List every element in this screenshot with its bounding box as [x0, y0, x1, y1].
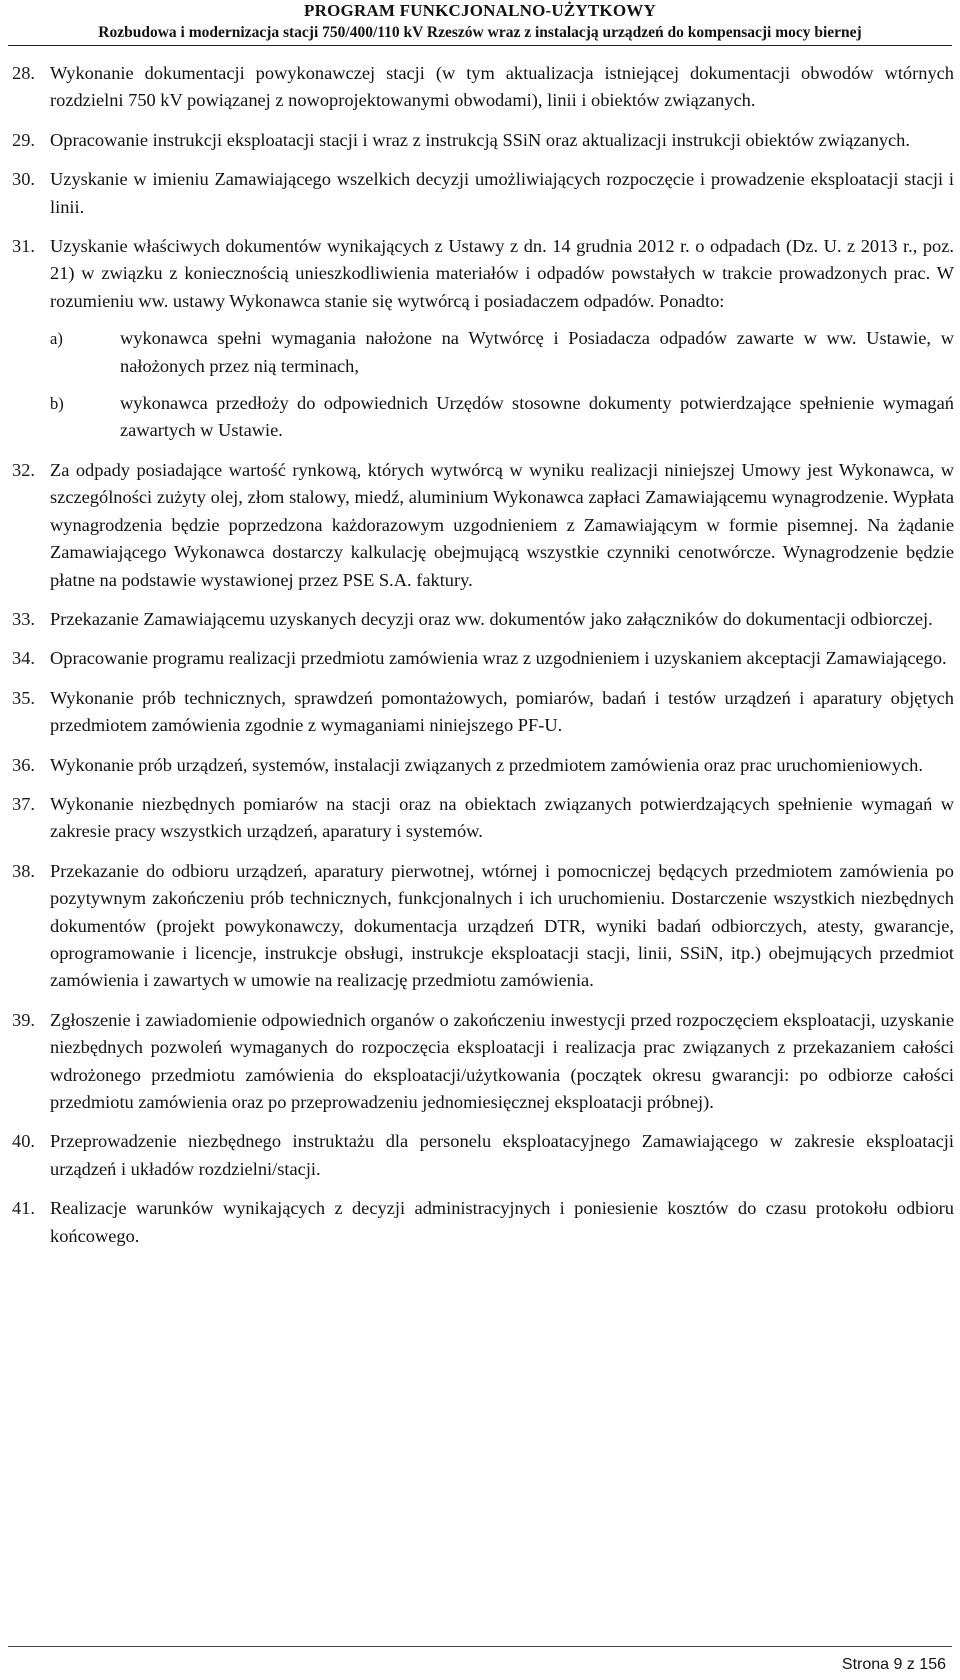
item-text: Za odpady posiadające wartość rynkową, których wytwórcą w wyniku realizacji niniejszej Umowy jest Wykonawca, w szczególności zużyty olej, złom stalowy, miedź, aluminium Wykonawca zapłaci Zamawiającemu wynagrodzenie. Wypłata wynagrodzenia będzie poprzedzona każdorazowym uzgodnieniem z Zamawiającym w formie pisemnej. Na żądanie Zamawiającego Wykonawca dostarczy kalkulację obejmującą wszystkie czynniki cenotwórcze. Wynagrodzenie będzie płatne na podstawie wystawionej przez PSE S.A. faktury. — [50, 459, 954, 590]
item-text: Uzyskanie właściwych dokumentów wynikających z Ustawy z dn. 14 grudnia 2012 r. o odpadach (Dz. U. z 2013 r., poz. 21) w związku z koniecznością unieszkodliwienia materiałów i odpadów powstałych w trakcie prowadzonych prac. W rozumieniu ww. ustawy Wykonawca stanie się wytwórcą i posiadaczem odpadów. Ponadto: — [50, 236, 954, 311]
list-item — [12, 233, 958, 445]
item-text: Opracowanie instrukcji eksploatacji stacji i wraz z instrukcją SSiN oraz aktualizacji instrukcji obiektów związanych. — [50, 129, 910, 150]
item-number: 30. — [12, 169, 35, 190]
item-number: 28. — [12, 63, 35, 83]
item-text: Uzyskanie w imieniu Zamawiającego wszelkich decyzji umożliwiających rozpoczęcie i prowadzenie eksploatacji stacji i linii. — [50, 169, 954, 217]
item-text: Opracowanie programu realizacji przedmiotu zamówienia wraz z uzgodnieniem i uzyskaniem akceptacji Zamawiającego. — [50, 648, 947, 669]
item-number: 35. — [12, 687, 35, 708]
item-text: Przekazanie do odbioru urządzeń, aparatury pierwotnej, wtórnej i pomocniczej będących przedmiotem zamówienia po pozytywnym zakończeniu prób technicznych, funkcjonalnych i ich uruchomieniu. Dostarczenie wszystkich niezbędnych dokumentów (projekt powykonawczy, dokumentacja urządzeń DTR, wyniki badań odbiorczych, atesty, gwarancje, oprogramowanie i licencje, instrukcje obsługi, instrukcje eksploatacji stacji, linii, SSiN, itp.) obejmujących przedmiot zamówienia i zawartych w umowie na realizację przedmiotu zamówienia. — [50, 860, 954, 991]
page-number: Strona 9 z 156 — [841, 1656, 946, 1673]
header-divider — [8, 45, 952, 46]
item-number: 32. — [12, 459, 35, 480]
item-text: Wykonanie prób technicznych, sprawdzeń pomontażowych, pomiarów, badań i testów urządzeń i aparatury objętych przedmiotem zamówienia zgodnie z wymaganiami niniejszego PF-U. — [50, 687, 954, 736]
list-item — [12, 858, 958, 995]
item-number: 34. — [12, 648, 35, 669]
item-text: Realizacje warunków wynikających z decyzji administracyjnych i poniesienie kosztów do czasu protokołu odbioru końcowego. — [50, 1198, 954, 1246]
sub-item-letter: a) — [50, 329, 63, 349]
list-item — [12, 606, 958, 633]
item-number: 41. — [12, 1198, 35, 1219]
list-item — [12, 645, 958, 672]
list-item — [12, 1007, 958, 1117]
list-item — [12, 1195, 958, 1250]
list-item — [12, 685, 958, 740]
list-item — [12, 752, 958, 779]
sub-item-text: wykonawca spełni wymagania nałożone na Wytwórcę i Posiadacza odpadów zawarte w ww. Ustawie, w nałożonych przez nią terminach, — [120, 328, 954, 376]
item-number: 36. — [12, 754, 35, 775]
item-number: 39. — [12, 1009, 35, 1030]
sub-item-letter: b) — [50, 394, 64, 414]
item-text: Przekazanie Zamawiającemu uzyskanych decyzji oraz ww. dokumentów jako załączników do dokumentacji odbiorczej. — [50, 608, 933, 629]
page-header — [0, 0, 960, 48]
item-text: Wykonanie dokumentacji powykonawczej stacji (w tym aktualizacja istniejącej dokumentacji obwodów wtórnych rozdzielni 750 kV powiązanej z nowoprojektowanymi obwodami), linii i obiektów związanych. — [50, 63, 954, 111]
item-number: 40. — [12, 1131, 35, 1152]
list-item — [12, 127, 958, 154]
sub-list-item — [50, 325, 958, 380]
numbered-list — [12, 60, 958, 1262]
item-number: 33. — [12, 608, 35, 629]
document-subtitle: Rozbudowa i modernizacja stacji 750/400/110 kV Rzeszów wraz z instalacją urządzeń do kompensacji mocy biernej — [98, 24, 862, 41]
sub-list — [50, 325, 958, 445]
item-number: 29. — [12, 129, 35, 150]
item-number: 37. — [12, 793, 35, 814]
list-item — [12, 166, 958, 221]
item-number: 38. — [12, 860, 35, 881]
list-item — [12, 791, 958, 846]
item-text: Wykonanie prób urządzeń, systemów, instalacji związanych z przedmiotem zamówienia oraz prac uruchomieniowych. — [50, 754, 923, 775]
item-number: 31. — [12, 236, 35, 257]
list-item — [12, 457, 958, 594]
sub-list-item — [50, 390, 958, 445]
sub-item-text: wykonawca przedłoży do odpowiednich Urzędów stosowne dokumenty potwierdzające spełnienie wymagań zawartych w Ustawie. — [120, 393, 954, 441]
list-item — [12, 60, 958, 115]
document-title: PROGRAM FUNKCJONALNO-UŻYTKOWY — [304, 1, 656, 20]
item-text: Przeprowadzenie niezbędnego instruktażu dla personelu eksploatacyjnego Zamawiającego w zakresie eksploatacji urządzeń i układów rozdzielni/stacji. — [50, 1131, 954, 1179]
item-text: Zgłoszenie i zawiadomienie odpowiednich organów o zakończeniu inwestycji przed rozpoczęciem eksploatacji, uzyskanie niezbędnych pozwoleń wymaganych do rozpoczęcia eksploatacji i realizacja prac związanych z przekazaniem całości wdrożonego przedmiotu zamówienia do eksploatacji/użytkowania (początek okresu gwarancji: po odbiorze całości przedmiotu zamówienia oraz po przeprowadzeniu jednomiesięcznej eksploatacji próbnej). — [50, 1009, 954, 1112]
item-text: Wykonanie niezbędnych pomiarów na stacji oraz na obiektach związanych potwierdzających spełnienie wymagań w zakresie pracy wszystkich urządzeń, aparatury i systemów. — [50, 793, 954, 842]
footer-divider — [8, 1646, 952, 1647]
page-footer — [0, 1646, 960, 1680]
list-item — [12, 1128, 958, 1183]
